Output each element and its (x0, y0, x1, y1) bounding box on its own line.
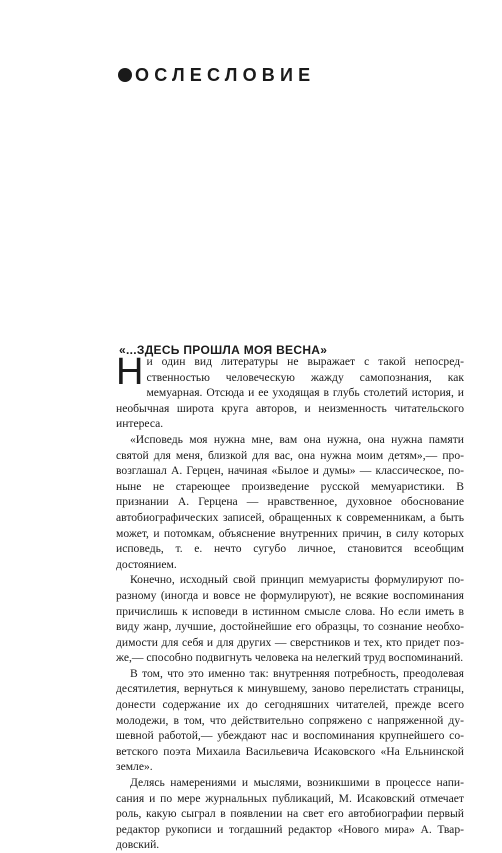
paragraph-4: В том, что это именно так: внутренняя потребность, преодолевая десятилетия, вернуться к минувшему, заново перелистать страницы, донести содержание их до сегодняшних читателей, прежде всего молодежи, в том, что действительно сопряжено с напряженной душевной работой,— убеждают нас и воспоминания крупнейшего советского поэта Михаила Васильевича Исаковского «На Ельнинской земле». (116, 666, 464, 774)
drop-cap: Н (116, 351, 144, 393)
paragraph-5: Делясь намерениями и мыслями, возникшими в процессе написания и по мере журнальных публикаций, М. Исаковский отмечает роль, какую сыграл в появлении на свет его автобиографии первый редактор рукописи и тогдашний редактор «Нового мира» А. Твардовский. (116, 776, 464, 852)
section-heading (118, 64, 315, 86)
paragraph-1-text: и один вид литературы не выражает с такой непосредственностью человеческую жажду самопознания, как мемуарная. Отсюда и ее уходящая в глубь столетий история, и необычная широта круга авторов, и неизменность читательского интереса. (116, 355, 464, 431)
paragraph-2: «Исповедь моя нужна мне, вам она нужна, она нужна памяти святой для меня, близкой для вас, она нужна моим детям»,— провозглашал А. Герцен, начиная «Былое и думы» — классическое, поныне не стареющее произведение русской мемуаристики. В признании А. Герцена — нравственное, духовное обоснование автобиографических записей, обращенных к современникам, а быть может, и потомкам, объяснение внутренних причин, в силу которых исповедь, т. е. нечто сугубо личное, становится всеобщим достоянием. (116, 432, 464, 571)
paragraph-1 (116, 351, 464, 432)
body-text (116, 351, 464, 853)
section-heading-lead-letter (118, 68, 132, 82)
section-heading-text: ОСЛЕСЛОВИЕ (135, 65, 316, 85)
paragraph-3: Конечно, исходный свой принцип мемуаристы формулируют поразному (иногда и вовсе не формулируют), не всякие воспоминания причислишь к исповеди в истинном смысле слова. Но если иметь в виду жанр, лучшие, достойнейшие его образцы, то сознание необходимости для себя и для других — сверстников и тех, кто придет позже,— способно подвигнуть человека на нелегкий труд воспоминаний. (116, 573, 464, 665)
chapter-title: «...ЗДЕСЬ ПРОШЛА МОЯ ВЕСНА» (119, 343, 328, 357)
